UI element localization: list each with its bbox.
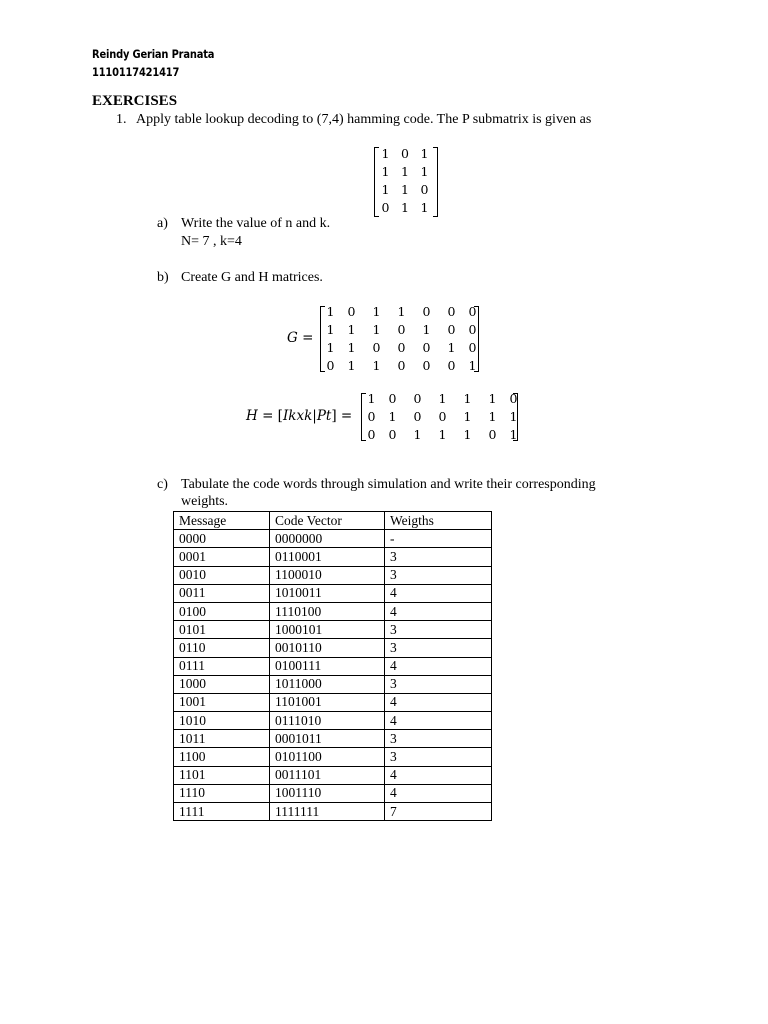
matrix-cell: 1 xyxy=(463,427,472,442)
table-row xyxy=(174,803,492,821)
message-cell: 1111 xyxy=(174,803,270,821)
message-cell: 0010 xyxy=(174,566,270,584)
matrix-cell: 0 xyxy=(397,340,406,355)
matrix-cell: 1 xyxy=(422,322,431,337)
part-c-text-line1: Tabulate the code words through simulation and write their corresponding xyxy=(181,477,596,492)
matrix-cell: 1 xyxy=(347,340,356,355)
p-matrix xyxy=(377,145,433,217)
matrix-cell: 1 xyxy=(420,146,429,161)
h-symbol: H xyxy=(246,408,258,424)
matrix-cell: 1 xyxy=(347,358,356,373)
matrix-cell: 0 xyxy=(447,322,456,337)
matrix-cell: 0 xyxy=(372,340,381,355)
table-row xyxy=(174,766,492,784)
matrix-cell: 1 xyxy=(347,322,356,337)
message-cell: 1100 xyxy=(174,748,270,766)
matrix-cell: 0 xyxy=(397,358,406,373)
table-row xyxy=(174,602,492,620)
table-row xyxy=(174,675,492,693)
code-vector-cell: 0110001 xyxy=(270,548,385,566)
g-matrix-right-bracket xyxy=(474,306,479,372)
weight-cell: 3 xyxy=(385,748,492,766)
message-cell: 1011 xyxy=(174,730,270,748)
matrix-cell: 1 xyxy=(372,304,381,319)
weight-cell: 3 xyxy=(385,639,492,657)
message-cell: 0110 xyxy=(174,639,270,657)
part-a-label: a) xyxy=(157,216,168,231)
weight-cell: 3 xyxy=(385,730,492,748)
matrix-cell: 1 xyxy=(509,427,518,442)
student-id: 1110117421417 xyxy=(92,65,180,79)
message-cell: 1010 xyxy=(174,712,270,730)
h-matrix xyxy=(363,390,522,444)
g-matrix-label xyxy=(287,330,313,346)
table-row xyxy=(174,730,492,748)
matrix-cell: 1 xyxy=(420,200,429,215)
message-cell: 0001 xyxy=(174,548,270,566)
weight-cell: 3 xyxy=(385,675,492,693)
matrix-cell: 0 xyxy=(401,146,409,161)
matrix-cell: 1 xyxy=(388,409,397,424)
matrix-cell: 1 xyxy=(420,164,429,179)
matrix-cell: 0 xyxy=(488,427,497,442)
weight-cell: 4 xyxy=(385,602,492,620)
matrix-cell: 1 xyxy=(401,200,409,215)
weight-cell: 3 xyxy=(385,621,492,639)
matrix-cell: 1 xyxy=(326,304,335,319)
p-matrix-right-bracket xyxy=(433,147,438,217)
column-header-weights: Weigths xyxy=(385,512,492,530)
matrix-cell: 1 xyxy=(326,322,335,337)
table-row xyxy=(174,784,492,802)
code-vector-cell: 1011000 xyxy=(270,675,385,693)
matrix-cell: 1 xyxy=(438,391,447,406)
question-number: 1. xyxy=(116,112,127,127)
matrix-cell: 0 xyxy=(422,358,431,373)
g-symbol: G = xyxy=(287,330,314,346)
h-bar: | xyxy=(312,408,317,424)
message-cell: 1001 xyxy=(174,693,270,711)
matrix-cell: 1 xyxy=(509,409,518,424)
part-c-label: c) xyxy=(157,477,168,492)
code-vector-cell: 0001011 xyxy=(270,730,385,748)
column-header-message: Message xyxy=(174,512,270,530)
exercises-heading: EXERCISES xyxy=(92,93,178,109)
h-equals-open: = [ xyxy=(257,408,283,424)
matrix-cell: 1 xyxy=(488,391,497,406)
code-vector-cell: 1100010 xyxy=(270,566,385,584)
table-row xyxy=(174,712,492,730)
weight-cell: 4 xyxy=(385,712,492,730)
matrix-cell: 0 xyxy=(468,322,477,337)
code-vector-cell: 1000101 xyxy=(270,621,385,639)
matrix-cell: 1 xyxy=(401,182,409,197)
matrix-cell: 0 xyxy=(447,358,456,373)
code-vector-cell: 1010011 xyxy=(270,584,385,602)
part-a-text: Write the value of n and k. xyxy=(181,216,331,231)
matrix-cell: 1 xyxy=(326,340,335,355)
matrix-cell: 0 xyxy=(381,200,390,215)
question-text: Apply table lookup decoding to (7,4) hamming code. The P submatrix is given as xyxy=(136,112,592,127)
matrix-cell: 1 xyxy=(381,146,390,161)
message-cell: 1101 xyxy=(174,766,270,784)
h-ikxk: Ikxk xyxy=(282,408,313,424)
weight-cell: 4 xyxy=(385,657,492,675)
author-name: Reindy Gerian Pranata xyxy=(92,47,215,61)
message-cell: 1110 xyxy=(174,784,270,802)
g-matrix xyxy=(322,303,481,375)
h-close-equals: ] = xyxy=(331,408,353,424)
matrix-cell: 1 xyxy=(372,358,381,373)
code-vector-cell: 0111010 xyxy=(270,712,385,730)
code-vector-cell: 0000000 xyxy=(270,530,385,548)
table-row xyxy=(174,530,492,548)
table-row xyxy=(174,693,492,711)
matrix-cell: 0 xyxy=(509,391,518,406)
h-pt: Pt xyxy=(316,408,332,424)
code-vector-cell: 0010110 xyxy=(270,639,385,657)
table-row xyxy=(174,657,492,675)
matrix-cell: 1 xyxy=(447,340,456,355)
matrix-cell: 0 xyxy=(468,304,477,319)
part-b-text: Create G and H matrices. xyxy=(181,270,323,285)
matrix-cell: 1 xyxy=(488,409,497,424)
code-words-table xyxy=(173,511,492,821)
h-matrix-label xyxy=(246,408,352,424)
code-vector-cell: 0101100 xyxy=(270,748,385,766)
weight-cell: 7 xyxy=(385,803,492,821)
weight-cell: 4 xyxy=(385,584,492,602)
matrix-cell: 1 xyxy=(438,427,447,442)
weight-cell: 4 xyxy=(385,784,492,802)
weight-cell: - xyxy=(385,530,492,548)
weight-cell: 3 xyxy=(385,548,492,566)
matrix-cell: 1 xyxy=(381,182,390,197)
message-cell: 1000 xyxy=(174,675,270,693)
table-row xyxy=(174,621,492,639)
code-vector-cell: 0011101 xyxy=(270,766,385,784)
message-cell: 0000 xyxy=(174,530,270,548)
matrix-cell: 1 xyxy=(463,391,472,406)
matrix-cell: 1 xyxy=(401,164,409,179)
column-header-code-vector: Code Vector xyxy=(270,512,385,530)
matrix-cell: 1 xyxy=(381,164,390,179)
matrix-cell: 0 xyxy=(388,391,397,406)
matrix-cell: 0 xyxy=(438,409,447,424)
matrix-cell: 0 xyxy=(420,182,429,197)
table-row xyxy=(174,639,492,657)
matrix-cell: 0 xyxy=(422,304,431,319)
matrix-cell: 0 xyxy=(447,304,456,319)
part-b-label: b) xyxy=(157,270,169,285)
matrix-cell: 0 xyxy=(367,427,376,442)
matrix-cell: 1 xyxy=(372,322,381,337)
matrix-cell: 0 xyxy=(326,358,335,373)
table-row xyxy=(174,548,492,566)
message-cell: 0101 xyxy=(174,621,270,639)
message-cell: 0100 xyxy=(174,602,270,620)
table-header-row xyxy=(174,512,492,530)
matrix-cell: 1 xyxy=(413,427,422,442)
table-row xyxy=(174,584,492,602)
weight-cell: 4 xyxy=(385,766,492,784)
matrix-cell: 1 xyxy=(468,358,477,373)
message-cell: 0011 xyxy=(174,584,270,602)
matrix-cell: 0 xyxy=(347,304,356,319)
weight-cell: 3 xyxy=(385,566,492,584)
matrix-cell: 1 xyxy=(397,304,406,319)
matrix-cell: 0 xyxy=(468,340,477,355)
code-vector-cell: 1111111 xyxy=(270,803,385,821)
part-a-answer: N= 7 , k=4 xyxy=(181,234,242,249)
matrix-cell: 0 xyxy=(413,391,422,406)
matrix-cell: 0 xyxy=(422,340,431,355)
matrix-cell: 1 xyxy=(463,409,472,424)
matrix-cell: 1 xyxy=(367,391,376,406)
code-vector-cell: 1001110 xyxy=(270,784,385,802)
message-cell: 0111 xyxy=(174,657,270,675)
code-vector-cell: 1101001 xyxy=(270,693,385,711)
part-c-text-line2: weights. xyxy=(181,494,229,509)
code-vector-cell: 0100111 xyxy=(270,657,385,675)
code-vector-cell: 1110100 xyxy=(270,602,385,620)
matrix-cell: 0 xyxy=(397,322,406,337)
h-matrix-right-bracket xyxy=(513,393,518,441)
table-row xyxy=(174,566,492,584)
weight-cell: 4 xyxy=(385,693,492,711)
matrix-cell: 0 xyxy=(388,427,397,442)
table-row xyxy=(174,748,492,766)
matrix-cell: 0 xyxy=(413,409,422,424)
matrix-cell: 0 xyxy=(367,409,376,424)
